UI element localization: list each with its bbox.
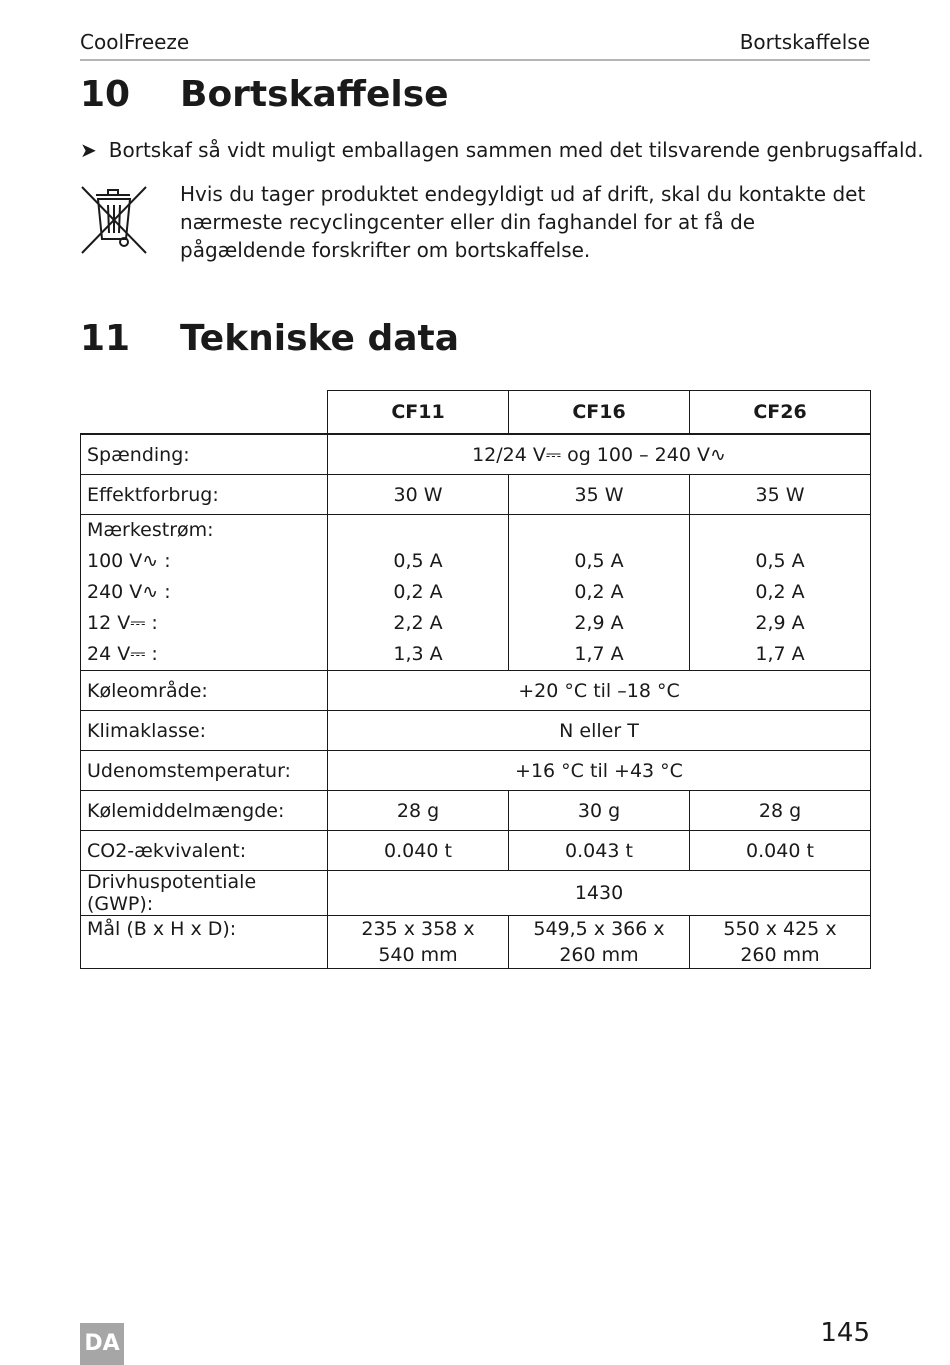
current-label-cell bbox=[81, 515, 328, 671]
current-values-cf16 bbox=[509, 515, 690, 671]
section-11-number: 11 bbox=[80, 318, 131, 359]
current-value: 1,7 A bbox=[574, 643, 624, 665]
current-values-cf11 bbox=[328, 515, 509, 671]
refrigerant-value-cf16: 30 g bbox=[509, 791, 690, 831]
header-rule bbox=[80, 59, 870, 61]
dimensions-value-cf16 bbox=[509, 916, 690, 969]
current-value: 0,2 A bbox=[574, 581, 624, 603]
current-value: 0,5 A bbox=[755, 550, 805, 572]
current-value: 0,5 A bbox=[393, 550, 443, 572]
crossed-out-wheelie-bin-icon bbox=[78, 183, 150, 255]
section-10-title: Bortskaffelse bbox=[180, 74, 449, 115]
refrigerant-value-cf11: 28 g bbox=[328, 791, 509, 831]
dimensions-value-cf11 bbox=[328, 916, 509, 969]
ambient-temp-value: +16 °C til +43 °C bbox=[328, 751, 871, 791]
dimensions-line: 550 x 425 x bbox=[723, 918, 837, 940]
disposal-bullet bbox=[80, 136, 924, 164]
page-number: 145 bbox=[820, 1318, 870, 1348]
table-row bbox=[81, 434, 871, 475]
current-value: 0,2 A bbox=[393, 581, 443, 603]
table-row bbox=[81, 791, 871, 831]
current-sub-label: 240 V∿ : bbox=[87, 581, 171, 603]
language-badge: DA bbox=[80, 1323, 124, 1365]
climate-class-label: Klimaklasse: bbox=[81, 711, 328, 751]
current-sub-label: 12 V⎓ : bbox=[87, 612, 158, 634]
dimensions-line: 549,5 x 366 x bbox=[533, 918, 665, 940]
current-values-cf26 bbox=[690, 515, 871, 671]
dimensions-line: 235 x 358 x bbox=[361, 918, 475, 940]
table-row bbox=[81, 671, 871, 711]
technical-data-table bbox=[80, 390, 871, 969]
cooling-range-value: +20 °C til –18 °C bbox=[328, 671, 871, 711]
current-sub-label: 100 V∿ : bbox=[87, 550, 171, 572]
dimensions-line: 260 mm bbox=[740, 944, 820, 966]
current-sub-label: 24 V⎓ : bbox=[87, 643, 158, 665]
refrigerant-label: Kølemiddelmængde: bbox=[81, 791, 328, 831]
header-blank-cell bbox=[81, 391, 328, 435]
co2-value-cf11: 0.040 t bbox=[328, 831, 509, 871]
table-row bbox=[81, 831, 871, 871]
current-label: Mærkestrøm: bbox=[87, 519, 214, 541]
table-row bbox=[81, 711, 871, 751]
model-header-cf26: CF26 bbox=[690, 391, 871, 435]
current-value: 0,2 A bbox=[755, 581, 805, 603]
running-header-right: Bortskaffelse bbox=[739, 30, 870, 54]
refrigerant-value-cf26: 28 g bbox=[690, 791, 871, 831]
bullet-text: Bortskaf så vidt muligt emballagen sammen med det tilsvarende genbrugsaffald. bbox=[108, 138, 924, 162]
model-header-cf11: CF11 bbox=[328, 391, 509, 435]
section-11-title: Tekniske data bbox=[180, 318, 460, 359]
model-header-cf16: CF16 bbox=[509, 391, 690, 435]
table-row bbox=[81, 916, 871, 969]
disposal-paragraph: Hvis du tager produktet endegyldigt ud af drift, skal du kontakte det nærmeste recyclingcenter eller din faghandel for at få de pågældende forskrifter om bortskaffelse. bbox=[180, 182, 866, 262]
power-value-cf16: 35 W bbox=[509, 475, 690, 515]
power-label: Effektforbrug: bbox=[81, 475, 328, 515]
gwp-label: Drivhuspotentiale (GWP): bbox=[81, 871, 328, 916]
dimensions-value-cf26 bbox=[690, 916, 871, 969]
voltage-label: Spænding: bbox=[81, 434, 328, 475]
dimensions-label: Mål (B x H x D): bbox=[81, 916, 328, 969]
section-10-number: 10 bbox=[80, 74, 131, 115]
co2-label: CO2-ækvivalent: bbox=[81, 831, 328, 871]
current-value: 2,9 A bbox=[574, 612, 624, 634]
voltage-value: 12/24 V⎓ og 100 – 240 V∿ bbox=[328, 434, 871, 475]
dimensions-line: 260 mm bbox=[559, 944, 639, 966]
arrow-bullet-icon: ➤ bbox=[80, 138, 97, 162]
ambient-temp-label: Udenomstemperatur: bbox=[81, 751, 328, 791]
current-value: 1,7 A bbox=[755, 643, 805, 665]
power-value-cf26: 35 W bbox=[690, 475, 871, 515]
table-row bbox=[81, 871, 871, 916]
current-value: 2,2 A bbox=[393, 612, 443, 634]
current-value: 1,3 A bbox=[393, 643, 443, 665]
table-row bbox=[81, 475, 871, 515]
current-value: 2,9 A bbox=[755, 612, 805, 634]
co2-value-cf16: 0.043 t bbox=[509, 831, 690, 871]
climate-class-value: N eller T bbox=[328, 711, 871, 751]
table-header-row bbox=[81, 391, 871, 435]
table-row bbox=[81, 751, 871, 791]
co2-value-cf26: 0.040 t bbox=[690, 831, 871, 871]
table-row bbox=[81, 515, 871, 671]
cooling-range-label: Køleområde: bbox=[81, 671, 328, 711]
current-value: 0,5 A bbox=[574, 550, 624, 572]
running-header-left: CoolFreeze bbox=[80, 30, 190, 54]
dimensions-line: 540 mm bbox=[378, 944, 458, 966]
power-value-cf11: 30 W bbox=[328, 475, 509, 515]
gwp-value: 1430 bbox=[328, 871, 871, 916]
